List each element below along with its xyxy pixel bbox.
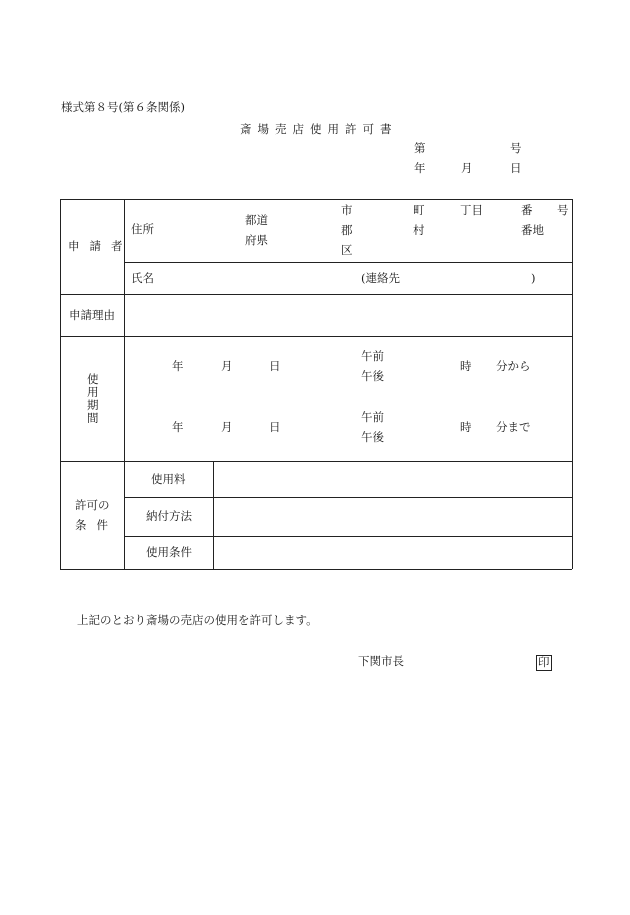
conditions-label-line2: 条件 [75, 518, 118, 532]
period-label-char: 使 [87, 372, 99, 386]
permission-statement: 上記のとおり斎場の売店の使用を許可します。 [77, 613, 318, 627]
doc-date-year: 年 [414, 161, 426, 175]
start-hour-label: 時 [460, 359, 472, 373]
end-am-label: 午前 [361, 410, 384, 424]
row-divider [124, 497, 572, 498]
seal-mark: 印 [538, 655, 550, 669]
end-day-label: 日 [269, 420, 281, 434]
contact-label: (連絡先 [361, 271, 400, 285]
usage-terms-label: 使用条件 [146, 545, 192, 559]
end-year-label: 年 [172, 420, 184, 434]
prefecture-label-top: 都道 [245, 213, 268, 227]
chome-label: 丁目 [460, 203, 483, 217]
contact-close: ) [531, 271, 536, 285]
table-border-top [60, 199, 572, 200]
row-divider [60, 294, 572, 295]
doc-date-day: 日 [510, 161, 522, 175]
address-label: 住所 [131, 222, 154, 236]
row-divider [60, 461, 572, 462]
start-year-label: 年 [172, 359, 184, 373]
go-label: 号 [557, 203, 569, 217]
end-hour-label: 時 [460, 420, 472, 434]
end-minute-suffix: 分まで [496, 420, 531, 434]
village-label: 村 [413, 223, 425, 237]
period-label-char: 間 [87, 411, 99, 425]
ban-label: 番 [521, 203, 533, 217]
start-day-label: 日 [269, 359, 281, 373]
end-pm-label: 午後 [361, 430, 384, 444]
applicant-label: 申請者 [68, 239, 133, 253]
row-divider [60, 336, 572, 337]
page-title: 斎場売店使用許可書 [240, 122, 398, 136]
start-pm-label: 午後 [361, 369, 384, 383]
start-am-label: 午前 [361, 349, 384, 363]
prefecture-label-bottom: 府県 [245, 233, 268, 247]
form-number: 様式第８号(第６条関係) [61, 100, 185, 114]
fee-label: 使用料 [151, 472, 186, 486]
period-label-char: 期 [87, 398, 99, 412]
column-divider [124, 199, 125, 569]
row-divider [124, 262, 572, 263]
row-divider [124, 536, 572, 537]
doc-number-prefix: 第 [414, 141, 426, 155]
name-label: 氏名 [131, 271, 154, 285]
table-border-left [60, 199, 61, 569]
town-label: 町 [413, 203, 425, 217]
table-border-right [572, 199, 573, 569]
reason-label: 申請理由 [69, 308, 115, 322]
banchi-label: 番地 [521, 223, 544, 237]
start-month-label: 月 [221, 359, 233, 373]
doc-number-suffix: 号 [510, 141, 522, 155]
payment-method-label: 納付方法 [146, 509, 192, 523]
ward-label: 区 [341, 243, 353, 257]
doc-date-month: 月 [461, 161, 473, 175]
column-divider [213, 461, 214, 569]
period-label-char: 用 [87, 385, 99, 399]
county-label: 郡 [341, 223, 353, 237]
end-month-label: 月 [221, 420, 233, 434]
table-border-bottom [60, 569, 572, 570]
city-label: 市 [341, 203, 353, 217]
start-minute-suffix: 分から [496, 359, 531, 373]
conditions-label-line1: 許可の [75, 498, 110, 512]
issuer-label: 下関市長 [358, 654, 404, 668]
